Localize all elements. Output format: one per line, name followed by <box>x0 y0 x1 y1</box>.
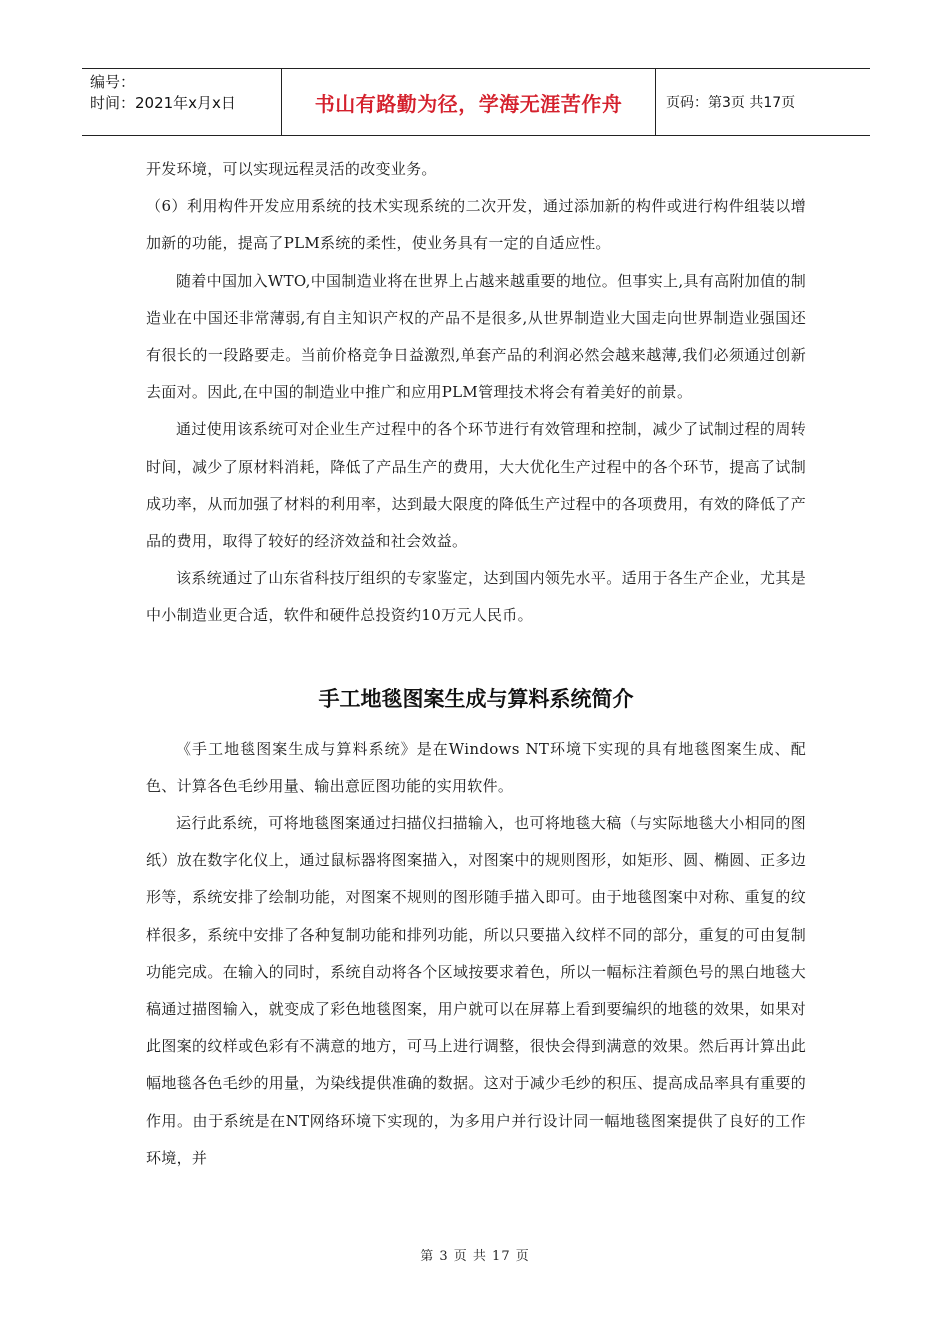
body-paragraphs-bottom <box>146 731 806 1177</box>
page-header <box>82 68 870 136</box>
document-body <box>146 151 806 1177</box>
paragraph: 该系统通过了山东省科技厅组织的专家鉴定，达到国内领先水平。适用于各生产企业，尤其是中小制造业更合适，软件和硬件总投资约10万元人民币。 <box>146 569 806 625</box>
page-footer: 第 3 页 共 17 页 <box>420 1249 530 1264</box>
body-paragraphs-top <box>146 151 806 635</box>
paragraph: 开发环境，可以实现远程灵活的改变业务。 <box>146 160 437 178</box>
paragraph: 《手工地毯图案生成与算料系统》是在Windows NT环境下实现的具有地毯图案生成、配色、计算各色毛纱用量、输出意匠图功能的实用软件。 <box>146 739 806 795</box>
paragraph: 随着中国加入WTO,中国制造业将在世界上占越来越重要的地位。但事实上,具有高附加值的制造业在中国还非常薄弱,有自主知识产权的产品不是很多,从世界制造业大国走向世界制造业强国还有很长的一段路要走。当前价格竞争日益激烈,单套产品的利润必然会越来越薄,我们必须通过创新去面对。因此,在中国的制造业中推广和应用PLM管理技术将会有着美好的前景。 <box>146 271 806 402</box>
document-number-label: 编号： <box>90 73 136 91</box>
document-time-label: 时间：2021年x月x日 <box>90 94 236 112</box>
header-meta <box>82 69 281 135</box>
section-title: 手工地毯图案生成与算料系统简介 <box>318 686 634 711</box>
paragraph: 运行此系统，可将地毯图案通过扫描仪扫描输入，也可将地毯大稿（与实际地毯大小相同的图纸）放在数字化仪上，通过鼠标器将图案描入，对图案中的规则图形，如矩形、圆、椭圆、正多边形等，系统安排了绘制功能，对图案不规则的图形随手描入即可。由于地毯图案中对称、重复的纹样很多，系统中安排了各种复制功能和排列功能，所以只要描入纹样不同的部分，重复的可由复制功能完成。在输入的同时，系统自动将各个区域按要求着色，所以一幅标注着颜色号的黑白地毯大稿通过描图输入，就变成了彩色地毯图案，用户就可以在屏幕上看到要编织的地毯的效果，如果对此图案的纹样或色彩有不满意的地方，可马上进行调整，很快会得到满意的效果。然后再计算出此幅地毯各色毛纱的用量，为染线提供准确的数据。这对于减少毛纱的积压、提高成品率具有重要的作用。由于系统是在NT网络环境下实现的，为多用户并行设计同一幅地毯图案提供了良好的工作环境，并 <box>146 814 806 1167</box>
header-page-number: 页码：第3页 共17页 <box>666 95 796 111</box>
paragraph: 通过使用该系统可对企业生产过程中的各个环节进行有效管理和控制，减少了试制过程的周转时间，减少了原材料消耗，降低了产品生产的费用，大大优化生产过程中的各个环节，提高了试制成功率，从而加强了材料的利用率，达到最大限度的降低生产过程中的各项费用，有效的降低了产品的费用，取得了较好的经济效益和社会效益。 <box>146 420 806 551</box>
header-motto: 书山有路勤为径，学海无涯苦作舟 <box>281 69 656 135</box>
paragraph: （6）利用构件开发应用系统的技术实现系统的二次开发，通过添加新的构件或进行构件组装以增加新的功能，提高了PLM系统的柔性，使业务具有一定的自适应性。 <box>146 197 806 253</box>
